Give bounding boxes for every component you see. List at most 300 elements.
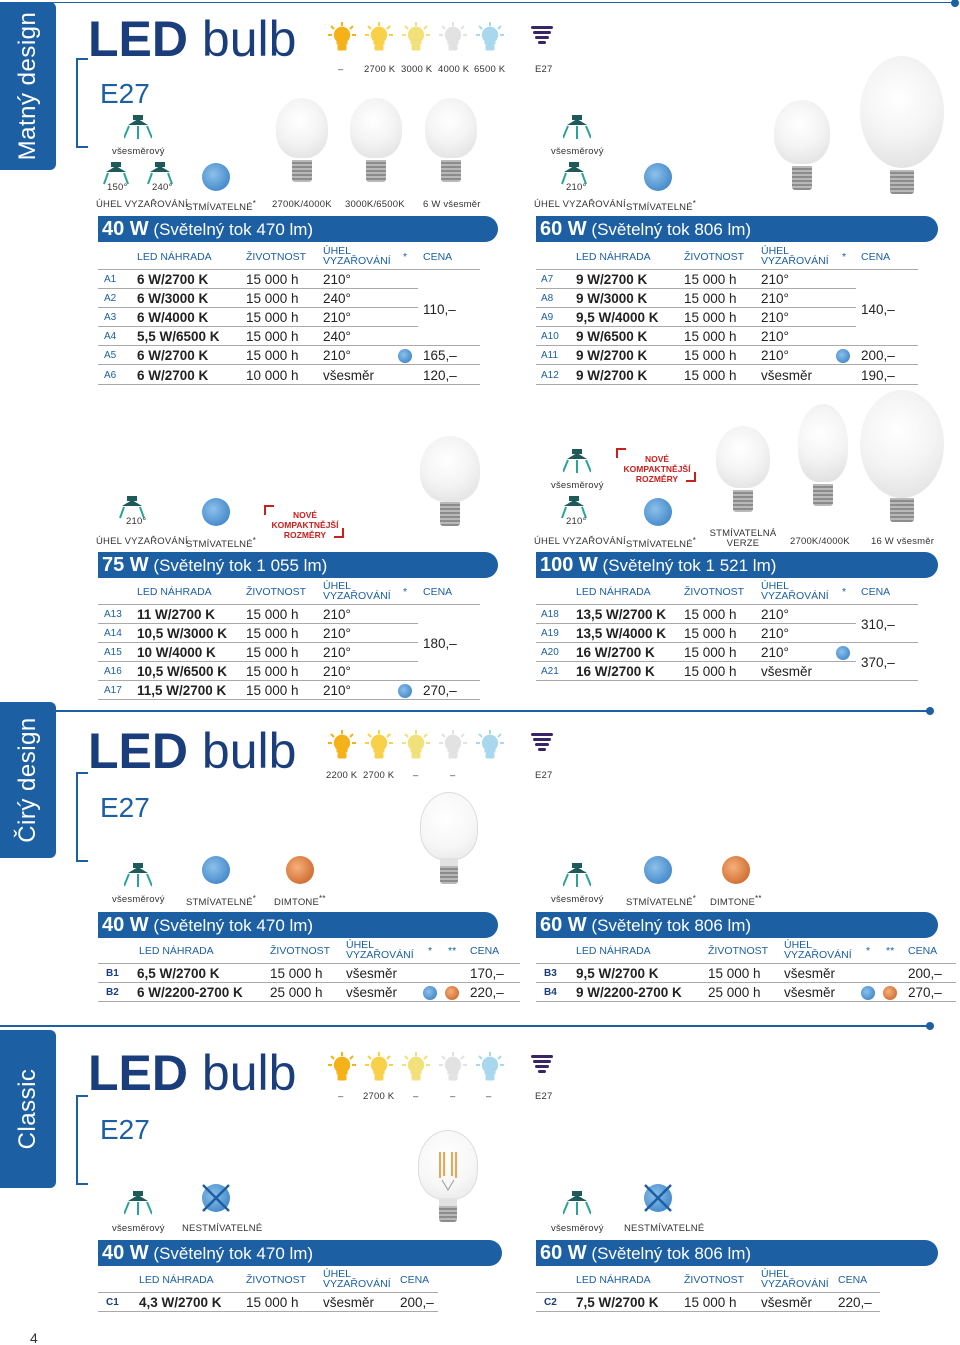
price: 170,– — [470, 966, 504, 981]
bulb-image — [425, 98, 477, 158]
stripes-icon — [531, 25, 553, 47]
product-code: A15 — [104, 647, 122, 658]
led-replacement: 6 W/4000 K — [137, 310, 209, 325]
led-replacement: 9 W/3000 K — [576, 291, 648, 306]
col-header: ÚHEL VYZAŘOVÁNÍ — [346, 939, 414, 961]
dimmable-icon — [644, 498, 672, 526]
led-replacement: 10,5 W/3000 K — [137, 626, 228, 641]
dimmable-icon — [202, 163, 230, 191]
lifetime: 15 000 h — [684, 348, 737, 363]
bulb-6500-icon — [476, 1052, 504, 1082]
led-replacement: 9 W/2700 K — [576, 348, 648, 363]
product-code: A21 — [541, 666, 559, 677]
lifetime: 15 000 h — [270, 966, 323, 981]
led-replacement: 13,5 W/2700 K — [576, 607, 667, 622]
led-replacement: 6 W/2700 K — [137, 272, 209, 287]
col-header: ŽIVOTNOST — [684, 586, 745, 598]
omnidirectional-icon — [563, 446, 591, 474]
col-header: LED NÁHRADA — [137, 586, 212, 598]
product-code: A13 — [104, 609, 122, 620]
product-code: A1 — [104, 274, 117, 285]
temp-label: 2700 K — [364, 64, 396, 75]
bulb-image — [350, 98, 402, 158]
dimtone-icon — [445, 986, 459, 1000]
col-header: ÚHEL VYZAŘOVÁNÍ — [761, 245, 829, 267]
cross-icon — [642, 1182, 674, 1214]
beam-angle: všesměr — [346, 985, 398, 1000]
section-rule — [0, 710, 930, 712]
bracket — [76, 1095, 88, 1185]
beam-angle: všesměr — [323, 368, 375, 383]
beam-angle: 210° — [761, 607, 789, 622]
page-number: 4 — [30, 1330, 38, 1345]
non-dimmable-label: NESTMÍVATELNÉ — [182, 1223, 263, 1234]
page-title: LED bulb — [88, 723, 297, 779]
led-replacement: 6 W/2700 K — [137, 368, 209, 383]
lifetime: 15 000 h — [246, 607, 299, 622]
temp-label: 6500 K — [474, 64, 506, 75]
price: 165,– — [423, 348, 457, 363]
col-header: ÚHEL VYZAŘOVÁNÍ — [761, 580, 829, 602]
beam-angle: 210° — [761, 291, 789, 306]
price: 190,– — [861, 368, 895, 383]
temp-label: 2700 K — [363, 770, 395, 781]
dimtone-label: DIMTONE** — [710, 894, 762, 909]
product-code: A18 — [541, 609, 559, 620]
col-header: ÚHEL VYZAŘOVÁNÍ — [323, 580, 391, 602]
col-header: CENA — [861, 251, 891, 263]
bulb-2700-icon — [365, 730, 393, 760]
bulb-base — [441, 160, 461, 182]
section-tab-classic — [0, 1030, 56, 1188]
product-code: A14 — [104, 628, 122, 639]
base-label: E27 — [100, 792, 150, 823]
price: 180,– — [423, 636, 457, 651]
led-replacement: 16 W/2700 K — [576, 664, 655, 679]
omnidirectional-icon — [124, 860, 152, 888]
section-rule — [0, 1025, 930, 1027]
omnidirectional-icon — [563, 112, 591, 140]
col-header: LED NÁHRADA — [139, 945, 214, 957]
bulb-base — [890, 498, 914, 522]
beam-angle: 210° — [323, 645, 351, 660]
omnidirectional-icon — [124, 112, 152, 140]
bulb-4000-icon — [439, 22, 467, 52]
beam-angle-label: ÚHEL VYZAŘOVÁNÍ — [96, 536, 188, 547]
col-header: ŽIVOTNOST — [270, 945, 331, 957]
product-code: A5 — [104, 350, 117, 361]
col-header: ŽIVOTNOST — [246, 1274, 307, 1286]
dimmable-label: STMÍVATELNÉ* — [626, 199, 697, 214]
bulb-2700-icon — [365, 1052, 393, 1082]
temp-label: – — [486, 1091, 492, 1102]
bulb-image — [716, 426, 770, 488]
product-code: A3 — [104, 312, 117, 323]
bulb-4000-icon — [439, 1052, 467, 1082]
lifetime: 10 000 h — [246, 368, 299, 383]
lifetime: 15 000 h — [684, 664, 737, 679]
temp-label: – — [450, 1091, 456, 1102]
beam-angle: 210° — [761, 626, 789, 641]
wattage-header: 60 W (Světelný tok 806 lm) — [536, 912, 938, 938]
page-title: LED bulb — [88, 11, 297, 67]
angle-value: 210° — [566, 516, 587, 527]
col-header: ÚHEL VYZAŘOVÁNÍ — [761, 1268, 829, 1290]
angle-value: 210° — [126, 516, 147, 527]
lifetime: 15 000 h — [684, 645, 737, 660]
dimmable-label: STMÍVATELNÉ* — [186, 536, 257, 551]
beam-angle: 240° — [323, 291, 351, 306]
base-type: E27 — [535, 64, 553, 75]
non-dimmable-label: NESTMÍVATELNÉ — [624, 1223, 705, 1234]
bulb-base — [890, 170, 914, 194]
beam-angle: 210° — [761, 348, 789, 363]
beam-angle-label: ÚHEL VYZAŘOVÁNÍ — [96, 199, 188, 210]
base-label: E27 — [100, 78, 150, 109]
filament-icon — [436, 1148, 460, 1192]
header-row-line — [536, 586, 918, 605]
lifetime: 15 000 h — [684, 1295, 737, 1310]
col-header: LED NÁHRADA — [576, 251, 651, 263]
section-tab-label: Čirý design — [14, 717, 41, 843]
price: 270,– — [908, 985, 942, 1000]
info-label: 2700K/4000K — [790, 536, 850, 547]
lifetime: 15 000 h — [684, 368, 737, 383]
section-tab-label: Matný design — [14, 11, 41, 161]
dimtone-icon — [883, 986, 897, 1000]
lifetime: 15 000 h — [684, 607, 737, 622]
temp-label: – — [338, 1091, 344, 1102]
wattage-header: 100 W (Světelný tok 1 521 lm) — [536, 552, 938, 578]
dimtone-label: DIMTONE** — [274, 894, 326, 909]
product-code: A16 — [104, 666, 122, 677]
omnidirectional-icon — [563, 1188, 591, 1216]
price: 370,– — [861, 655, 895, 670]
beam-angle: všesměr — [346, 966, 398, 981]
product-code: B1 — [106, 968, 119, 979]
wattage-header: 60 W (Světelný tok 806 lm) — [536, 216, 938, 242]
lifetime: 15 000 h — [684, 272, 737, 287]
col-header: CENA — [423, 251, 453, 263]
col-header: ** — [448, 945, 457, 957]
bulb-neck — [440, 858, 458, 866]
temp-label: – — [413, 1091, 419, 1102]
header-row-line — [98, 1274, 438, 1293]
product-code: A9 — [541, 312, 554, 323]
dimtone-icon — [722, 856, 750, 884]
color-temp-icons — [328, 22, 504, 52]
omnidirectional-label: všesměrový — [551, 480, 604, 491]
dimmable-label: STMÍVATELNÉ* — [626, 536, 697, 551]
price: 120,– — [423, 368, 457, 383]
page-title: LED bulb — [88, 1045, 297, 1101]
bracket — [76, 58, 88, 148]
wattage-header: 40 W (Světelný tok 470 lm) — [98, 1240, 502, 1266]
col-header: CENA — [470, 945, 500, 957]
led-replacement: 10 W/4000 K — [137, 645, 216, 660]
led-replacement: 5,5 W/6500 K — [137, 329, 220, 344]
lifetime: 15 000 h — [684, 291, 737, 306]
temp-label: – — [413, 770, 419, 781]
top-rule — [0, 2, 955, 3]
product-code: A8 — [541, 293, 554, 304]
product-code: A12 — [541, 370, 559, 381]
angle-value: 210° — [566, 182, 587, 193]
bulb-3000-icon — [402, 22, 430, 52]
dimmable-icon — [644, 856, 672, 884]
lifetime: 15 000 h — [246, 329, 299, 344]
dimmable-icon — [836, 646, 850, 660]
price: 270,– — [423, 683, 457, 698]
bulb-3000-icon — [402, 1052, 430, 1082]
col-header: * — [866, 945, 871, 957]
dimmable-icon — [202, 498, 230, 526]
dimmable-icon — [861, 986, 875, 1000]
bulb-image — [276, 98, 328, 158]
beam-angle: všesměr — [761, 664, 813, 679]
led-replacement: 13,5 W/4000 K — [576, 626, 667, 641]
col-header: CENA — [908, 945, 938, 957]
beam-angle: 210° — [323, 310, 351, 325]
col-header: ŽIVOTNOST — [684, 251, 745, 263]
lifetime: 15 000 h — [246, 310, 299, 325]
dimmable-label: STMÍVATELNÉ* — [186, 199, 257, 214]
bulb-image — [774, 100, 830, 164]
wattage-header: 40 W (Světelný tok 470 lm) — [98, 912, 498, 938]
omnidirectional-label: všesměrový — [112, 894, 165, 905]
angle-value: 240° — [152, 182, 173, 193]
new-badge: NOVÉ KOMPAKTNĚJŠÍ ROZMĚRY — [623, 454, 691, 484]
bulb-2200-icon — [328, 730, 356, 760]
col-header: LED NÁHRADA — [576, 1274, 651, 1286]
product-code: B3 — [544, 968, 557, 979]
bulb-base — [366, 160, 386, 182]
product-code: C1 — [106, 1297, 119, 1308]
new-badge: NOVÉ KOMPAKTNĚJŠÍ ROZMĚRY — [271, 510, 339, 540]
beam-angle: 210° — [323, 607, 351, 622]
bulb-warm-icon — [328, 22, 356, 52]
lifetime: 15 000 h — [246, 348, 299, 363]
angle-value: 150° — [107, 182, 128, 193]
led-replacement: 9,5 W/4000 K — [576, 310, 659, 325]
bulb-base — [440, 866, 458, 884]
bulb-2200-icon — [328, 1052, 356, 1082]
led-replacement: 6 W/2700 K — [137, 348, 209, 363]
col-header: CENA — [838, 1274, 868, 1286]
led-replacement: 9 W/2700 K — [576, 368, 648, 383]
beam-angle: všesměr — [761, 1295, 813, 1310]
base-label: E27 — [100, 1114, 150, 1145]
beam-angle: 210° — [761, 329, 789, 344]
price: 200,– — [908, 966, 942, 981]
dimmable-icon — [398, 349, 412, 363]
bulb-4000-icon — [439, 730, 467, 760]
product-code: A6 — [104, 370, 117, 381]
bulb-base — [439, 1206, 457, 1222]
info-label: 6 W všesměr — [423, 199, 481, 210]
col-header: ŽIVOTNOST — [246, 586, 307, 598]
bulb-base — [733, 490, 753, 512]
bulb-image — [798, 404, 848, 482]
product-code: B2 — [106, 987, 119, 998]
dimmable-icon — [398, 684, 412, 698]
lifetime: 15 000 h — [246, 291, 299, 306]
beam-angle-label: ÚHEL VYZAŘOVÁNÍ — [534, 199, 626, 210]
omnidirectional-label: všesměrový — [551, 894, 604, 905]
base-type: E27 — [535, 770, 553, 781]
info-label: 3000K/6500K — [345, 199, 405, 210]
product-code: A11 — [541, 350, 559, 361]
beam-angle: všesměr — [761, 368, 813, 383]
lifetime: 15 000 h — [708, 966, 761, 981]
color-temp-icons — [328, 1052, 504, 1082]
beam-angle: 240° — [323, 329, 351, 344]
stripes-icon — [531, 732, 553, 754]
header-row-line — [536, 945, 956, 964]
lifetime: 15 000 h — [246, 664, 299, 679]
header-row-line — [98, 251, 480, 270]
color-temp-icons — [328, 730, 504, 760]
col-header: ŽIVOTNOST — [246, 251, 307, 263]
lifetime: 15 000 h — [684, 626, 737, 641]
col-header: ÚHEL VYZAŘOVÁNÍ — [784, 939, 852, 961]
led-replacement: 11 W/2700 K — [137, 607, 216, 622]
beam-angle: 210° — [761, 272, 789, 287]
col-header: LED NÁHRADA — [139, 1274, 214, 1286]
beam-angle-label: ÚHEL VYZAŘOVÁNÍ — [534, 536, 626, 547]
lifetime: 15 000 h — [246, 272, 299, 287]
dimmable-icon — [423, 986, 437, 1000]
col-header: ÚHEL VYZAŘOVÁNÍ — [323, 1268, 391, 1290]
price: 140,– — [861, 302, 895, 317]
product-code: A7 — [541, 274, 554, 285]
col-header: * — [428, 945, 433, 957]
bulb-image — [860, 56, 944, 168]
bulb-neck — [439, 1198, 457, 1206]
lifetime: 15 000 h — [246, 1295, 299, 1310]
led-replacement: 9 W/2700 K — [576, 272, 648, 287]
bulb-base — [440, 502, 460, 526]
led-replacement: 6 W/3000 K — [137, 291, 209, 306]
col-header: CENA — [400, 1274, 430, 1286]
price: 220,– — [838, 1295, 872, 1310]
omnidirectional-label: všesměrový — [112, 1223, 165, 1234]
bulb-2700-icon — [365, 22, 393, 52]
temp-label: 2700 K — [363, 1091, 395, 1102]
col-header: ÚHEL VYZAŘOVÁNÍ — [323, 245, 391, 267]
led-replacement: 16 W/2700 K — [576, 645, 655, 660]
product-code: A2 — [104, 293, 117, 304]
led-replacement: 9 W/2200-2700 K — [576, 985, 682, 1000]
bracket — [76, 772, 88, 862]
clear-bulb-image — [420, 792, 478, 860]
dimmable-version-label: STMÍVATELNÁ VERZE — [709, 528, 777, 549]
col-header: LED NÁHRADA — [576, 586, 651, 598]
dimmable-label: STMÍVATELNÉ* — [186, 894, 257, 909]
bulb-3000-icon — [402, 730, 430, 760]
omnidirectional-label: všesměrový — [551, 1223, 604, 1234]
bulb-base — [813, 484, 833, 506]
dimmable-icon — [202, 856, 230, 884]
omnidirectional-icon — [563, 860, 591, 888]
col-header: LED NÁHRADA — [576, 945, 651, 957]
beam-angle: 210° — [323, 348, 351, 363]
price: 200,– — [400, 1295, 434, 1310]
lifetime: 15 000 h — [684, 310, 737, 325]
col-header: * — [403, 586, 408, 598]
led-replacement: 9,5 W/2700 K — [576, 966, 659, 981]
section-tab-ciry — [0, 702, 56, 858]
col-header: CENA — [861, 586, 891, 598]
col-header: * — [842, 251, 847, 263]
product-code: A10 — [541, 331, 559, 342]
product-code: A17 — [104, 685, 122, 696]
led-replacement: 9 W/6500 K — [576, 329, 648, 344]
lifetime: 15 000 h — [246, 626, 299, 641]
beam-angle: 210° — [761, 310, 789, 325]
col-header: * — [403, 251, 408, 263]
beam-angle: 210° — [323, 683, 351, 698]
temp-label: – — [338, 64, 344, 75]
info-label: 16 W všesměr — [871, 536, 935, 547]
lifetime: 25 000 h — [708, 985, 761, 1000]
bulb-6500-icon — [476, 730, 504, 760]
bulb-image — [420, 436, 480, 502]
beam-angle: všesměr — [784, 985, 836, 1000]
col-header: ŽIVOTNOST — [708, 945, 769, 957]
cross-icon — [200, 1182, 232, 1214]
beam-angle: všesměr — [323, 1295, 375, 1310]
header-row-line — [98, 586, 480, 605]
led-replacement: 6 W/2200-2700 K — [137, 985, 243, 1000]
bulb-base — [292, 160, 312, 182]
base-type: E27 — [535, 1091, 553, 1102]
price: 200,– — [861, 348, 895, 363]
product-code: B4 — [544, 987, 557, 998]
col-header: ŽIVOTNOST — [684, 1274, 745, 1286]
temp-label: 3000 K — [401, 64, 433, 75]
stripes-icon — [531, 1054, 553, 1076]
temp-label: 4000 K — [438, 64, 470, 75]
temp-label: 2200 K — [326, 770, 358, 781]
led-replacement: 4,3 W/2700 K — [139, 1295, 222, 1310]
col-header: CENA — [423, 586, 453, 598]
lifetime: 25 000 h — [270, 985, 323, 1000]
omnidirectional-label: všesměrový — [551, 146, 604, 157]
omnidirectional-icon — [124, 1188, 152, 1216]
header-row-line — [536, 1274, 880, 1293]
beam-angle: 210° — [323, 664, 351, 679]
beam-angle: všesměr — [784, 966, 836, 981]
product-code: C2 — [544, 1297, 557, 1308]
price: 310,– — [861, 617, 895, 632]
price: 110,– — [423, 302, 456, 317]
wattage-header: 60 W (Světelný tok 806 lm) — [536, 1240, 938, 1266]
col-header: LED NÁHRADA — [137, 251, 212, 263]
led-replacement: 11,5 W/2700 K — [137, 683, 227, 698]
col-header: ** — [886, 945, 895, 957]
product-code: A19 — [541, 628, 559, 639]
dimmable-icon — [836, 349, 850, 363]
header-row-line — [98, 945, 520, 964]
beam-angle: 210° — [761, 645, 789, 660]
info-label: 2700K/4000K — [272, 199, 332, 210]
temp-label: – — [450, 770, 456, 781]
bulb-6500-icon — [476, 22, 504, 52]
lifetime: 15 000 h — [246, 645, 299, 660]
lifetime: 15 000 h — [246, 683, 299, 698]
omnidirectional-label: všesměrový — [112, 146, 165, 157]
